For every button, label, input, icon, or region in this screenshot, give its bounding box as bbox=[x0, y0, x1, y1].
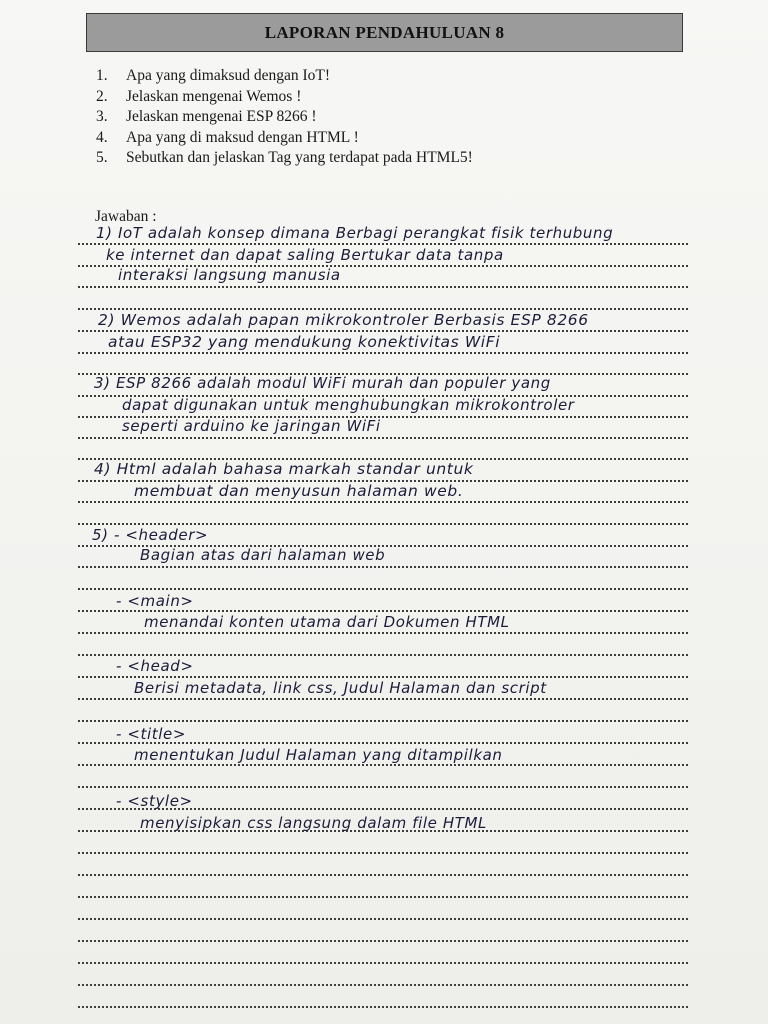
question-text: Sebutkan dan jelaskan Tag yang terdapat pada HTML5! bbox=[126, 149, 473, 166]
handwritten-line: - <main> bbox=[116, 592, 194, 610]
question-number: 5. bbox=[96, 149, 108, 166]
title-bar bbox=[86, 13, 683, 52]
dotted-line bbox=[78, 676, 688, 678]
handwritten-line: - <head> bbox=[116, 657, 194, 675]
answers-label: Jawaban : bbox=[95, 208, 157, 225]
question-text: Jelaskan mengenai Wemos ! bbox=[126, 87, 302, 105]
dotted-line bbox=[78, 786, 688, 788]
dotted-line bbox=[78, 654, 688, 656]
dotted-line bbox=[78, 286, 688, 288]
question-number: 1. bbox=[96, 67, 108, 84]
dotted-line bbox=[78, 632, 688, 634]
question-number: 3. bbox=[96, 108, 108, 125]
dotted-line bbox=[78, 896, 688, 898]
dotted-line bbox=[78, 243, 688, 245]
dotted-line bbox=[78, 566, 688, 568]
dotted-line bbox=[78, 984, 688, 986]
dotted-line bbox=[78, 501, 688, 503]
handwritten-line: menentukan Judul Halaman yang ditampilkan bbox=[134, 746, 503, 764]
handwritten-line: 4) Html adalah bahasa markah standar untuk bbox=[94, 460, 474, 478]
handwritten-line: menyisipkan css langsung dalam file HTML bbox=[140, 814, 488, 832]
handwritten-line: Berisi metadata, link css, Judul Halaman dan script bbox=[134, 679, 547, 697]
dotted-line bbox=[78, 918, 688, 920]
dotted-line bbox=[78, 940, 688, 942]
dotted-line bbox=[78, 874, 688, 876]
handwritten-line: 3) ESP 8266 adalah modul WiFi murah dan populer yang bbox=[94, 374, 551, 392]
question-item bbox=[96, 87, 473, 108]
handwritten-line: - <title> bbox=[116, 725, 187, 743]
dotted-line bbox=[78, 308, 688, 310]
handwritten-line: menandai konten utama dari Dokumen HTML bbox=[144, 613, 510, 631]
handwritten-line: atau ESP32 yang mendukung konektivitas WiFi bbox=[108, 333, 501, 351]
handwritten-line: 5) - <header> bbox=[92, 526, 209, 544]
handwritten-line: dapat digunakan untuk menghubungkan mikrokontroler bbox=[122, 396, 575, 414]
handwritten-line: 2) Wemos adalah papan mikrokontroler Berbasis ESP 8266 bbox=[98, 311, 589, 329]
handwritten-line: interaksi langsung manusia bbox=[118, 266, 341, 284]
page-title: LAPORAN PENDAHULUAN 8 bbox=[264, 22, 505, 42]
dotted-line bbox=[78, 437, 688, 439]
handwritten-line: 1) IoT adalah konsep dimana Berbagi perangkat fisik terhubung bbox=[96, 224, 614, 242]
handwritten-line: membuat dan menyusun halaman web. bbox=[134, 482, 464, 500]
question-item bbox=[96, 107, 473, 128]
handwritten-line: Bagian atas dari halaman web bbox=[140, 546, 386, 564]
question-text: Apa yang di maksud dengan HTML ! bbox=[126, 128, 359, 146]
dotted-line bbox=[78, 720, 688, 722]
dotted-line bbox=[78, 610, 688, 612]
handwritten-line: - <style> bbox=[116, 792, 193, 810]
dotted-line bbox=[78, 352, 688, 354]
question-number: 4. bbox=[96, 128, 108, 146]
dotted-line bbox=[78, 852, 688, 854]
dotted-line bbox=[78, 1006, 688, 1008]
dotted-line bbox=[78, 764, 688, 766]
dotted-line bbox=[78, 588, 688, 590]
question-item bbox=[96, 66, 473, 87]
handwritten-line: ke internet dan dapat saling Bertukar data tanpa bbox=[106, 246, 504, 264]
question-item bbox=[96, 148, 473, 169]
dotted-line bbox=[78, 962, 688, 964]
dotted-line bbox=[78, 523, 688, 525]
handwritten-line: seperti arduino ke jaringan WiFi bbox=[122, 417, 381, 435]
question-list bbox=[96, 66, 473, 169]
question-text: Apa yang dimaksud dengan IoT! bbox=[126, 67, 331, 84]
question-item bbox=[96, 128, 473, 149]
dotted-line bbox=[78, 698, 688, 700]
dotted-line bbox=[78, 330, 688, 332]
question-number: 2. bbox=[96, 87, 108, 105]
question-text: Jelaskan mengenai ESP 8266 ! bbox=[126, 108, 317, 125]
